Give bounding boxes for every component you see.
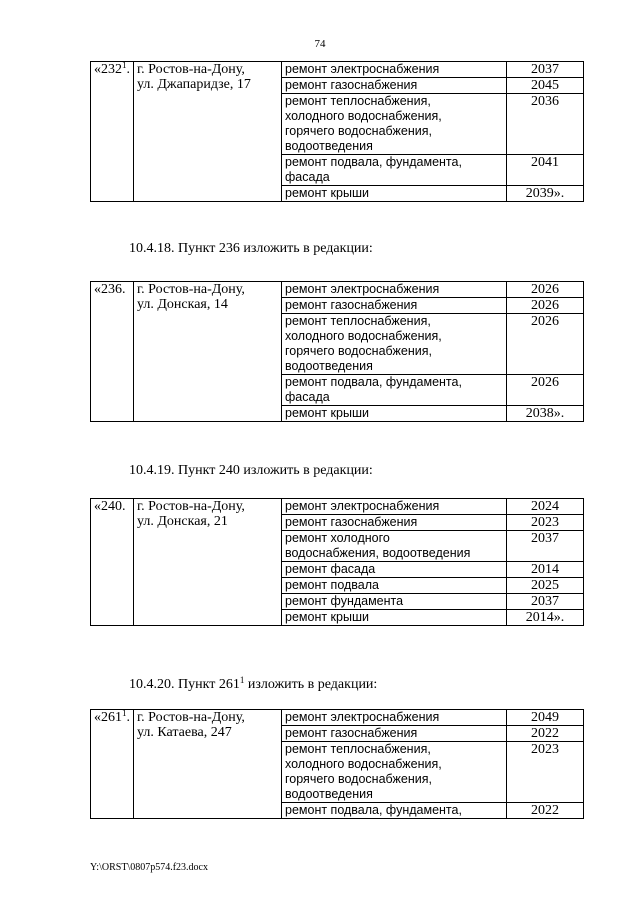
work-type-line: фасада (285, 170, 330, 184)
file-path-footer: Y:\ORST\0807p574.f23.docx (90, 862, 208, 873)
item-address (134, 710, 282, 819)
table-row (91, 499, 584, 515)
record-table-240 (90, 498, 584, 626)
work-type (282, 375, 507, 406)
work-type-line: ремонт подвала, фундамента, (285, 375, 462, 389)
address-line: ул. Джапаридзе, 17 (137, 77, 251, 92)
item-number (91, 499, 134, 626)
paragraph-text: 10.4.19. Пункт 240 изложить в редакции: (129, 463, 373, 478)
item-number-text: «240. (94, 499, 126, 514)
item-number-text: «261 (94, 710, 122, 725)
work-year: 2026 (507, 314, 584, 375)
work-type-line: ремонт газоснабжения (285, 298, 418, 312)
work-type-line: ремонт электроснабжения (285, 282, 440, 296)
address-line: ул. Донская, 21 (137, 514, 228, 529)
work-year: 2026 (507, 298, 584, 314)
work-type (282, 298, 507, 314)
work-year: 2025 (507, 578, 584, 594)
work-type (282, 562, 507, 578)
work-type-line: ремонт крыши (285, 406, 369, 420)
work-type-line: ремонт подвала, фундамента, (285, 155, 462, 169)
work-type (282, 186, 507, 202)
work-type-line: холодного водоснабжения, (285, 329, 442, 343)
work-type-line: ремонт подвала, фундамента, (285, 803, 462, 817)
address-line: ул. Донская, 14 (137, 297, 228, 312)
work-type-line: фасада (285, 390, 330, 404)
work-type-line: ремонт электроснабжения (285, 710, 440, 724)
item-number-superscript: 1 (122, 708, 127, 718)
record-table-261 (90, 709, 584, 819)
work-year: 2022 (507, 726, 584, 742)
work-type-line: ремонт теплоснабжения, (285, 94, 431, 108)
work-type (282, 62, 507, 78)
work-year: 2026 (507, 375, 584, 406)
address-line: г. Ростов-на-Дону, (137, 62, 245, 77)
work-type-line: ремонт теплоснабжения, (285, 314, 431, 328)
work-type-line: ремонт теплоснабжения, (285, 742, 431, 756)
work-year: 2023 (507, 742, 584, 803)
work-type-line: холодного водоснабжения, (285, 757, 442, 771)
work-type-line: ремонт электроснабжения (285, 62, 440, 76)
work-type (282, 282, 507, 298)
work-type-line: водоотведения (285, 359, 373, 373)
work-type-line: ремонт фундамента (285, 594, 404, 608)
record-table-232 (90, 61, 584, 202)
work-type-line: водоотведения (285, 787, 373, 801)
address-line: г. Ростов-на-Дону, (137, 710, 245, 725)
item-number-text: «236. (94, 282, 126, 297)
work-year: 2023 (507, 515, 584, 531)
work-year: 2038». (507, 406, 584, 422)
paragraph-text: 10.4.20. Пункт 261 (129, 677, 240, 692)
paragraph-superscript: 1 (239, 675, 245, 685)
work-type (282, 155, 507, 186)
work-year: 2037 (507, 531, 584, 562)
paragraph-10-4-18 (129, 241, 373, 257)
work-year: 2014». (507, 610, 584, 626)
work-type-line: ремонт крыши (285, 186, 369, 200)
work-type (282, 594, 507, 610)
work-year: 2014 (507, 562, 584, 578)
item-number-text: «232 (94, 62, 122, 77)
work-type-line: ремонт газоснабжения (285, 515, 418, 529)
work-type-line: горячего водоснабжения, (285, 124, 432, 138)
work-type (282, 610, 507, 626)
work-type-line: водоотведения (285, 139, 373, 153)
address-line: г. Ростов-на-Дону, (137, 282, 245, 297)
work-year: 2045 (507, 78, 584, 94)
work-type (282, 78, 507, 94)
work-type-line: ремонт фасада (285, 562, 376, 576)
work-type (282, 578, 507, 594)
paragraph-tail: изложить в редакции: (244, 677, 378, 692)
work-year: 2024 (507, 499, 584, 515)
page-number: 74 (314, 38, 326, 50)
table-row (91, 282, 584, 298)
work-year: 2037 (507, 62, 584, 78)
work-type-line: ремонт газоснабжения (285, 78, 418, 92)
work-year: 2049 (507, 710, 584, 726)
work-type (282, 710, 507, 726)
work-type (282, 94, 507, 155)
item-number (91, 62, 134, 202)
paragraph-10-4-20 (129, 677, 377, 693)
item-number (91, 710, 134, 819)
work-type (282, 314, 507, 375)
work-type (282, 406, 507, 422)
table-row (91, 62, 584, 78)
work-year: 2039». (507, 186, 584, 202)
work-year: 2041 (507, 155, 584, 186)
work-type (282, 803, 507, 819)
item-number (91, 282, 134, 422)
work-type (282, 531, 507, 562)
paragraph-10-4-19 (129, 463, 373, 479)
work-type-line: водоснабжения, водоотведения (285, 546, 471, 560)
work-type-line: ремонт газоснабжения (285, 726, 418, 740)
item-number-superscript: 1 (122, 60, 127, 70)
paragraph-text: 10.4.18. Пункт 236 изложить в редакции: (129, 241, 373, 256)
item-address (134, 499, 282, 626)
work-type-line: ремонт электроснабжения (285, 499, 440, 513)
work-year: 2036 (507, 94, 584, 155)
item-number-suffix: . (126, 62, 130, 77)
item-address (134, 282, 282, 422)
table-row (91, 710, 584, 726)
work-type-line: холодного водоснабжения, (285, 109, 442, 123)
work-year: 2022 (507, 803, 584, 819)
work-year: 2026 (507, 282, 584, 298)
work-type-line: ремонт холодного (285, 531, 390, 545)
address-line: г. Ростов-на-Дону, (137, 499, 245, 514)
item-address (134, 62, 282, 202)
work-type (282, 499, 507, 515)
work-type (282, 515, 507, 531)
work-type-line: ремонт подвала (285, 578, 379, 592)
work-type-line: горячего водоснабжения, (285, 772, 432, 786)
record-table-236 (90, 281, 584, 422)
work-type-line: горячего водоснабжения, (285, 344, 432, 358)
item-number-suffix: . (126, 710, 130, 725)
work-type (282, 726, 507, 742)
work-type-line: ремонт крыши (285, 610, 369, 624)
work-year: 2037 (507, 594, 584, 610)
work-type (282, 742, 507, 803)
address-line: ул. Катаева, 247 (137, 725, 232, 740)
